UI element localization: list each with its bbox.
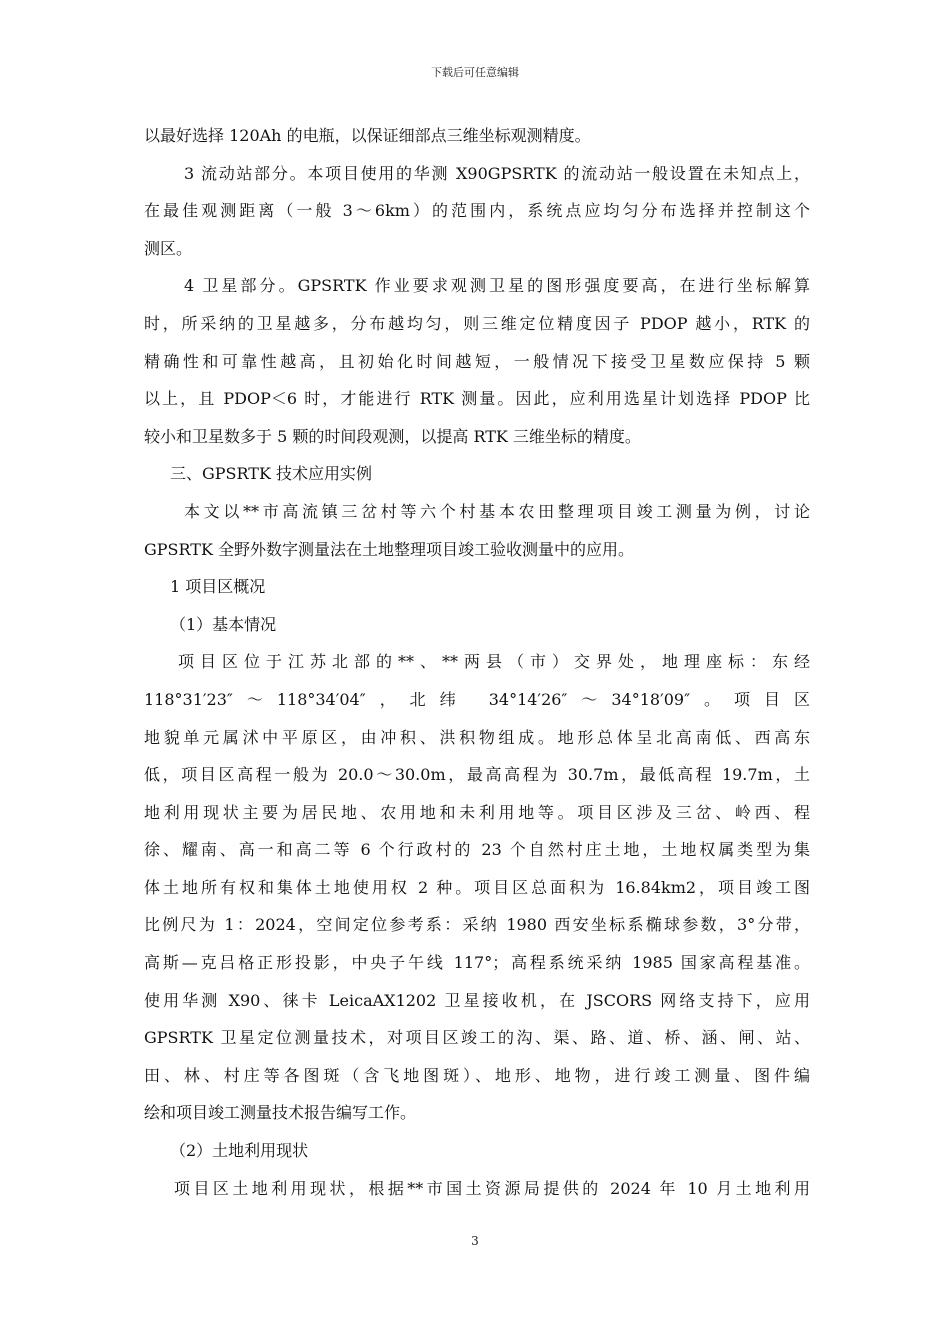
paragraph-case-intro: 本文以**市高流镇三岔村等六个村基本农田整理项目竣工测量为例，讨论 xyxy=(184,501,810,521)
body-line: 高斯—克吕格正形投影，中央子午线 117°；高程系统采纳 1985 国家高程基准。 xyxy=(144,953,810,973)
body-line: 地利用现状主要为居民地、农用地和未利用地等。项目区涉及三岔、岭西、程 xyxy=(144,802,810,822)
body-line: 118°31′23″～118°34′04″，北纬 34°14′26″～34°18′09″。项目区 xyxy=(144,689,810,709)
document-body xyxy=(144,117,810,1207)
body-line: 低，项目区高程一般为 20.0～30.0m，最高高程为 30.7m，最低高程 19.7m，土 xyxy=(144,765,810,785)
body-line: 以最好选择 120Ah 的电瓶，以保证细部点三维坐标观测精度。 xyxy=(144,126,591,145)
body-line: GPSRTK 卫星定位测量技术，对项目区竣工的沟、渠、路、道、桥、涵、闸、站、 xyxy=(144,1028,810,1048)
body-line: 以上，且 PDOP＜6 时，才能进行 RTK 测量。因此，应利用选星计划选择 PDOP 比 xyxy=(144,389,810,409)
body-line: 测区。 xyxy=(144,238,193,258)
body-line: 比例尺为 1：2024，空间定位参考系：采纳 1980 西安坐标系椭球参数，3°分带， xyxy=(144,915,810,935)
paragraph-land-use: 项目区土地利用现状，根据**市国土资源局提供的 2024 年 10 月土地利用 xyxy=(174,1178,810,1198)
body-line: 在最佳观测距离（一般 3～6km）的范围内，系统点应均匀分布选择并控制这个 xyxy=(144,201,810,221)
body-line: 田、林、村庄等各图斑（含飞地图斑）、地形、地物，进行竣工测量、图件编 xyxy=(144,1065,810,1085)
body-line: GPSRTK 全野外数字测量法在土地整理项目竣工验收测量中的应用。 xyxy=(144,539,634,559)
subsection-heading-1: 1 项目区概况 xyxy=(170,577,266,597)
subheading-land-use: （2）土地利用现状 xyxy=(170,1141,309,1161)
paragraph-rover-station: 3 流动站部分。本项目使用的华测 X90GPSRTK 的流动站一般设置在未知点上， xyxy=(184,163,810,183)
body-line: 较小和卫星数多于 5 颗的时间段观测，以提高 RTK 三维坐标的精度。 xyxy=(144,426,641,446)
paragraph-satellite: 4 卫星部分。GPSRTK 作业要求观测卫星的图形强度要高，在进行坐标解算 xyxy=(184,276,810,296)
body-line: 地貌单元属沭中平原区，由冲积、洪积物组成。地形总体呈北高南低、西高东 xyxy=(144,727,810,747)
body-line: 使用华测 X90、徕卡 LeicaAX1202 卫星接收机，在 JSCORS 网络支持下，应用 xyxy=(144,990,810,1010)
body-line: 体土地所有权和集体土地使用权 2 种。项目区总面积为 16.84km2，项目竣工图 xyxy=(144,877,810,897)
body-line: 徐、耀南、高一和高二等 6 个行政村的 23 个自然村庄土地，土地权属类型为集 xyxy=(144,840,810,860)
paragraph-basic-info: 项目区位于江苏北部的**、**两县（市）交界处，地理座标：东经 xyxy=(178,652,810,672)
body-line: 绘和项目竣工测量技术报告编写工作。 xyxy=(144,1103,417,1123)
subheading-basic-info: （1）基本情况 xyxy=(170,614,277,634)
page-header: 下载后可任意编辑 xyxy=(431,66,519,79)
page-number: 3 xyxy=(471,1234,479,1248)
body-line: 精确性和可靠性越高，且初始化时间越短，一般情况下接受卫星数应保持 5 颗 xyxy=(144,351,810,371)
section-heading-3: 三、GPSRTK 技术应用实例 xyxy=(170,464,372,484)
body-line: 时，所采纳的卫星越多，分布越均匀，则三维定位精度因子 PDOP 越小，RTK 的 xyxy=(144,313,810,333)
